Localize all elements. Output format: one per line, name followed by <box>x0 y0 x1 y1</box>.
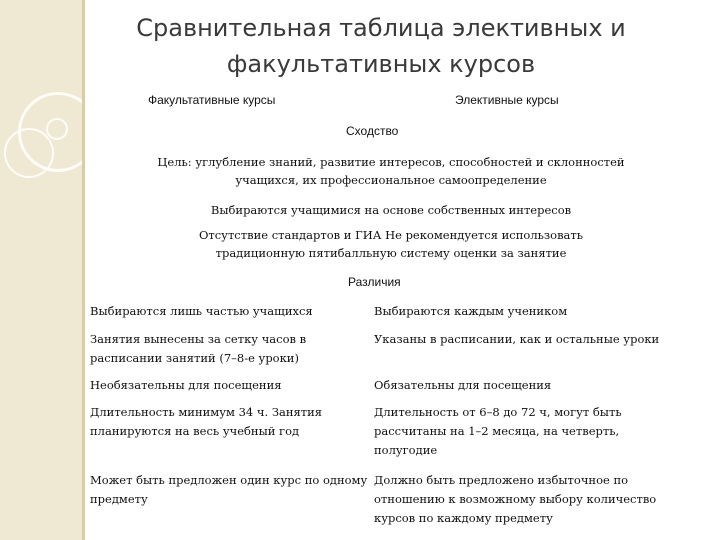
similarity-goal: Цель: углубление знаний, развитие интересов, способностей и склонностей учащихся, их профессиональное самоопределение <box>157 155 625 187</box>
difference-elective: Выбираются каждым учеником <box>374 304 568 318</box>
side-divider <box>82 0 85 540</box>
similarity-heading: Сходство <box>346 124 399 138</box>
difference-elective: Указаны в расписании, как и остальные уроки <box>374 332 660 346</box>
difference-facultative: Занятия вынесены за сетку часов в расписании занятий (7–8-е уроки) <box>90 332 307 365</box>
difference-facultative: Длительность минимум 34 ч. Занятия планируются на весь учебный год <box>90 405 323 438</box>
decorative-circle-icon <box>46 118 68 140</box>
similarity-standards: Отсутствие стандартов и ГИА Не рекомендуется использовать традиционную пятибалльную систему оценки за занятие <box>198 228 584 260</box>
difference-elective: Должно быть предложено избыточное по отношению к возможному выбору количество курсов по каждому предмету <box>374 473 657 525</box>
similarity-choice: Выбираются учащимися на основе собственных интересов <box>210 203 572 217</box>
difference-facultative: Может быть предложен один курс по одному предмету <box>90 473 368 506</box>
difference-facultative: Выбираются лишь частью учащихся <box>90 304 313 318</box>
difference-elective: Обязательны для посещения <box>374 378 552 392</box>
differences-heading: Различия <box>348 275 401 289</box>
column-header-elective: Элективные курсы <box>455 93 559 107</box>
decorative-side-panel <box>0 0 82 540</box>
difference-elective: Длительность от 6–8 до 72 ч, могут быть рассчитаны на 1–2 месяца, на четверть, полугодие <box>374 405 622 457</box>
column-header-facultative: Факультативные курсы <box>148 93 276 107</box>
difference-facultative: Необязательны для посещения <box>90 378 282 392</box>
slide-title: Сравнительная таблица элективных и факультативных курсов <box>136 14 626 78</box>
decorative-circle-icon <box>4 128 54 178</box>
